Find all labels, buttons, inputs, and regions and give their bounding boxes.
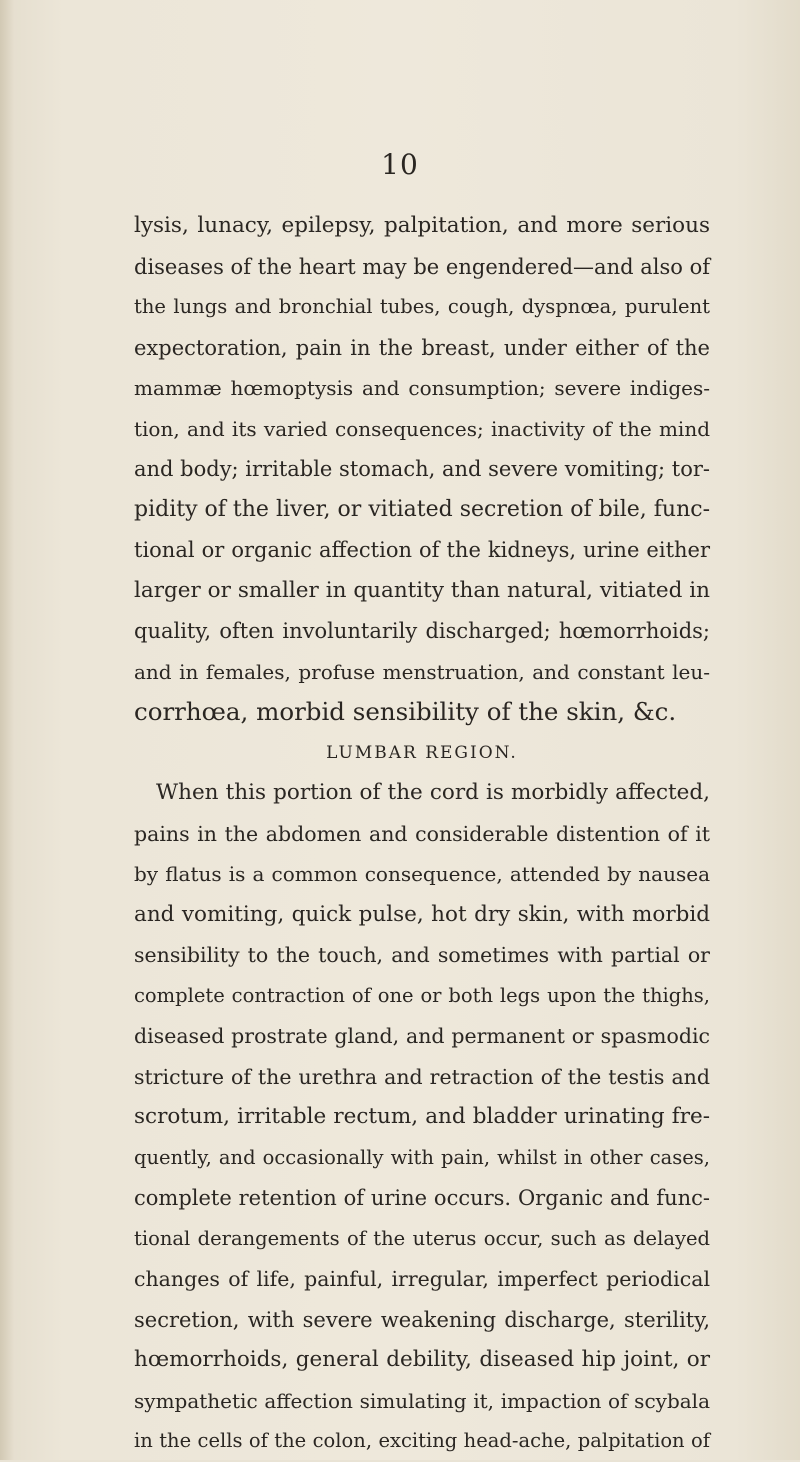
text-line: complete contraction of one or both legs upon the thighs, [134,983,710,1007]
text-line: quently, and occasionally with pain, whilst in other cases, [134,1145,710,1169]
text-line: secretion, with severe weakening discharge, sterility, [134,1307,710,1332]
text-line: the lungs and bronchial tubes, cough, dyspnœa, purulent [134,295,710,318]
page-number: 10 [381,148,419,181]
text-line: diseased prostrate gland, and permanent or spasmodic [134,1024,710,1048]
text-line: tional or organic affection of the kidneys, urine either [134,538,710,562]
text-line: mammæ hœmoptysis and consumption; severe indiges- [134,376,710,400]
text-line: tion, and its varied consequences; inactivity of the mind [134,416,710,441]
body-text [134,206,710,1462]
text-line: and in females, profuse menstruation, and constant leu- [134,659,710,684]
text-line: When this portion of the cord is morbidly affected, [156,780,710,805]
text-line: sympathetic affection simulating it, impaction of scybala [134,1388,710,1413]
text-line: diseases of the heart may be engendered—and also of [134,254,710,279]
text-line: pidity of the liver, or vitiated secretion of bile, func- [134,496,710,522]
text-line: pains in the abdomen and considerable distention of it [134,821,710,846]
text-line: changes of life, painful, irregular, imperfect periodical [134,1267,710,1291]
text-line: expectoration, pain in the breast, under either of the [134,335,710,360]
text-line: and vomiting, quick pulse, hot dry skin, with morbid [134,901,710,927]
section-heading: LUMBAR REGION. [326,742,518,763]
text-line: stricture of the urethra and retraction of the testis and [134,1064,710,1089]
text-line: scrotum, irritable rectum, and bladder urinating fre- [134,1104,710,1129]
text-line: lysis, lunacy, epilepsy, palpitation, and more serious [134,213,710,238]
text-line: and body; irritable stomach, and severe vomiting; tor- [134,457,710,481]
page-gutter-shadow [0,0,14,1460]
text-line: complete retention of urine occurs. Organic and func- [134,1186,710,1210]
text-line: sensibility to the touch, and sometimes with partial or [134,943,710,967]
text-line: corrhœa, morbid sensibility of the skin, &c. [134,697,677,726]
text-line: by flatus is a common consequence, attended by nausea [134,862,710,886]
text-line: tional derangements of the uterus occur, such as delayed [134,1226,710,1250]
text-line: larger or smaller in quantity than natural, vitiated in [134,577,710,603]
text-line: hœmorrhoids, general debility, diseased hip joint, or [134,1347,710,1372]
text-line: in the cells of the colon, exciting head-ache, palpitation of [134,1429,710,1452]
text-line: quality, often involuntarily discharged; hœmorrhoids; [134,619,710,643]
